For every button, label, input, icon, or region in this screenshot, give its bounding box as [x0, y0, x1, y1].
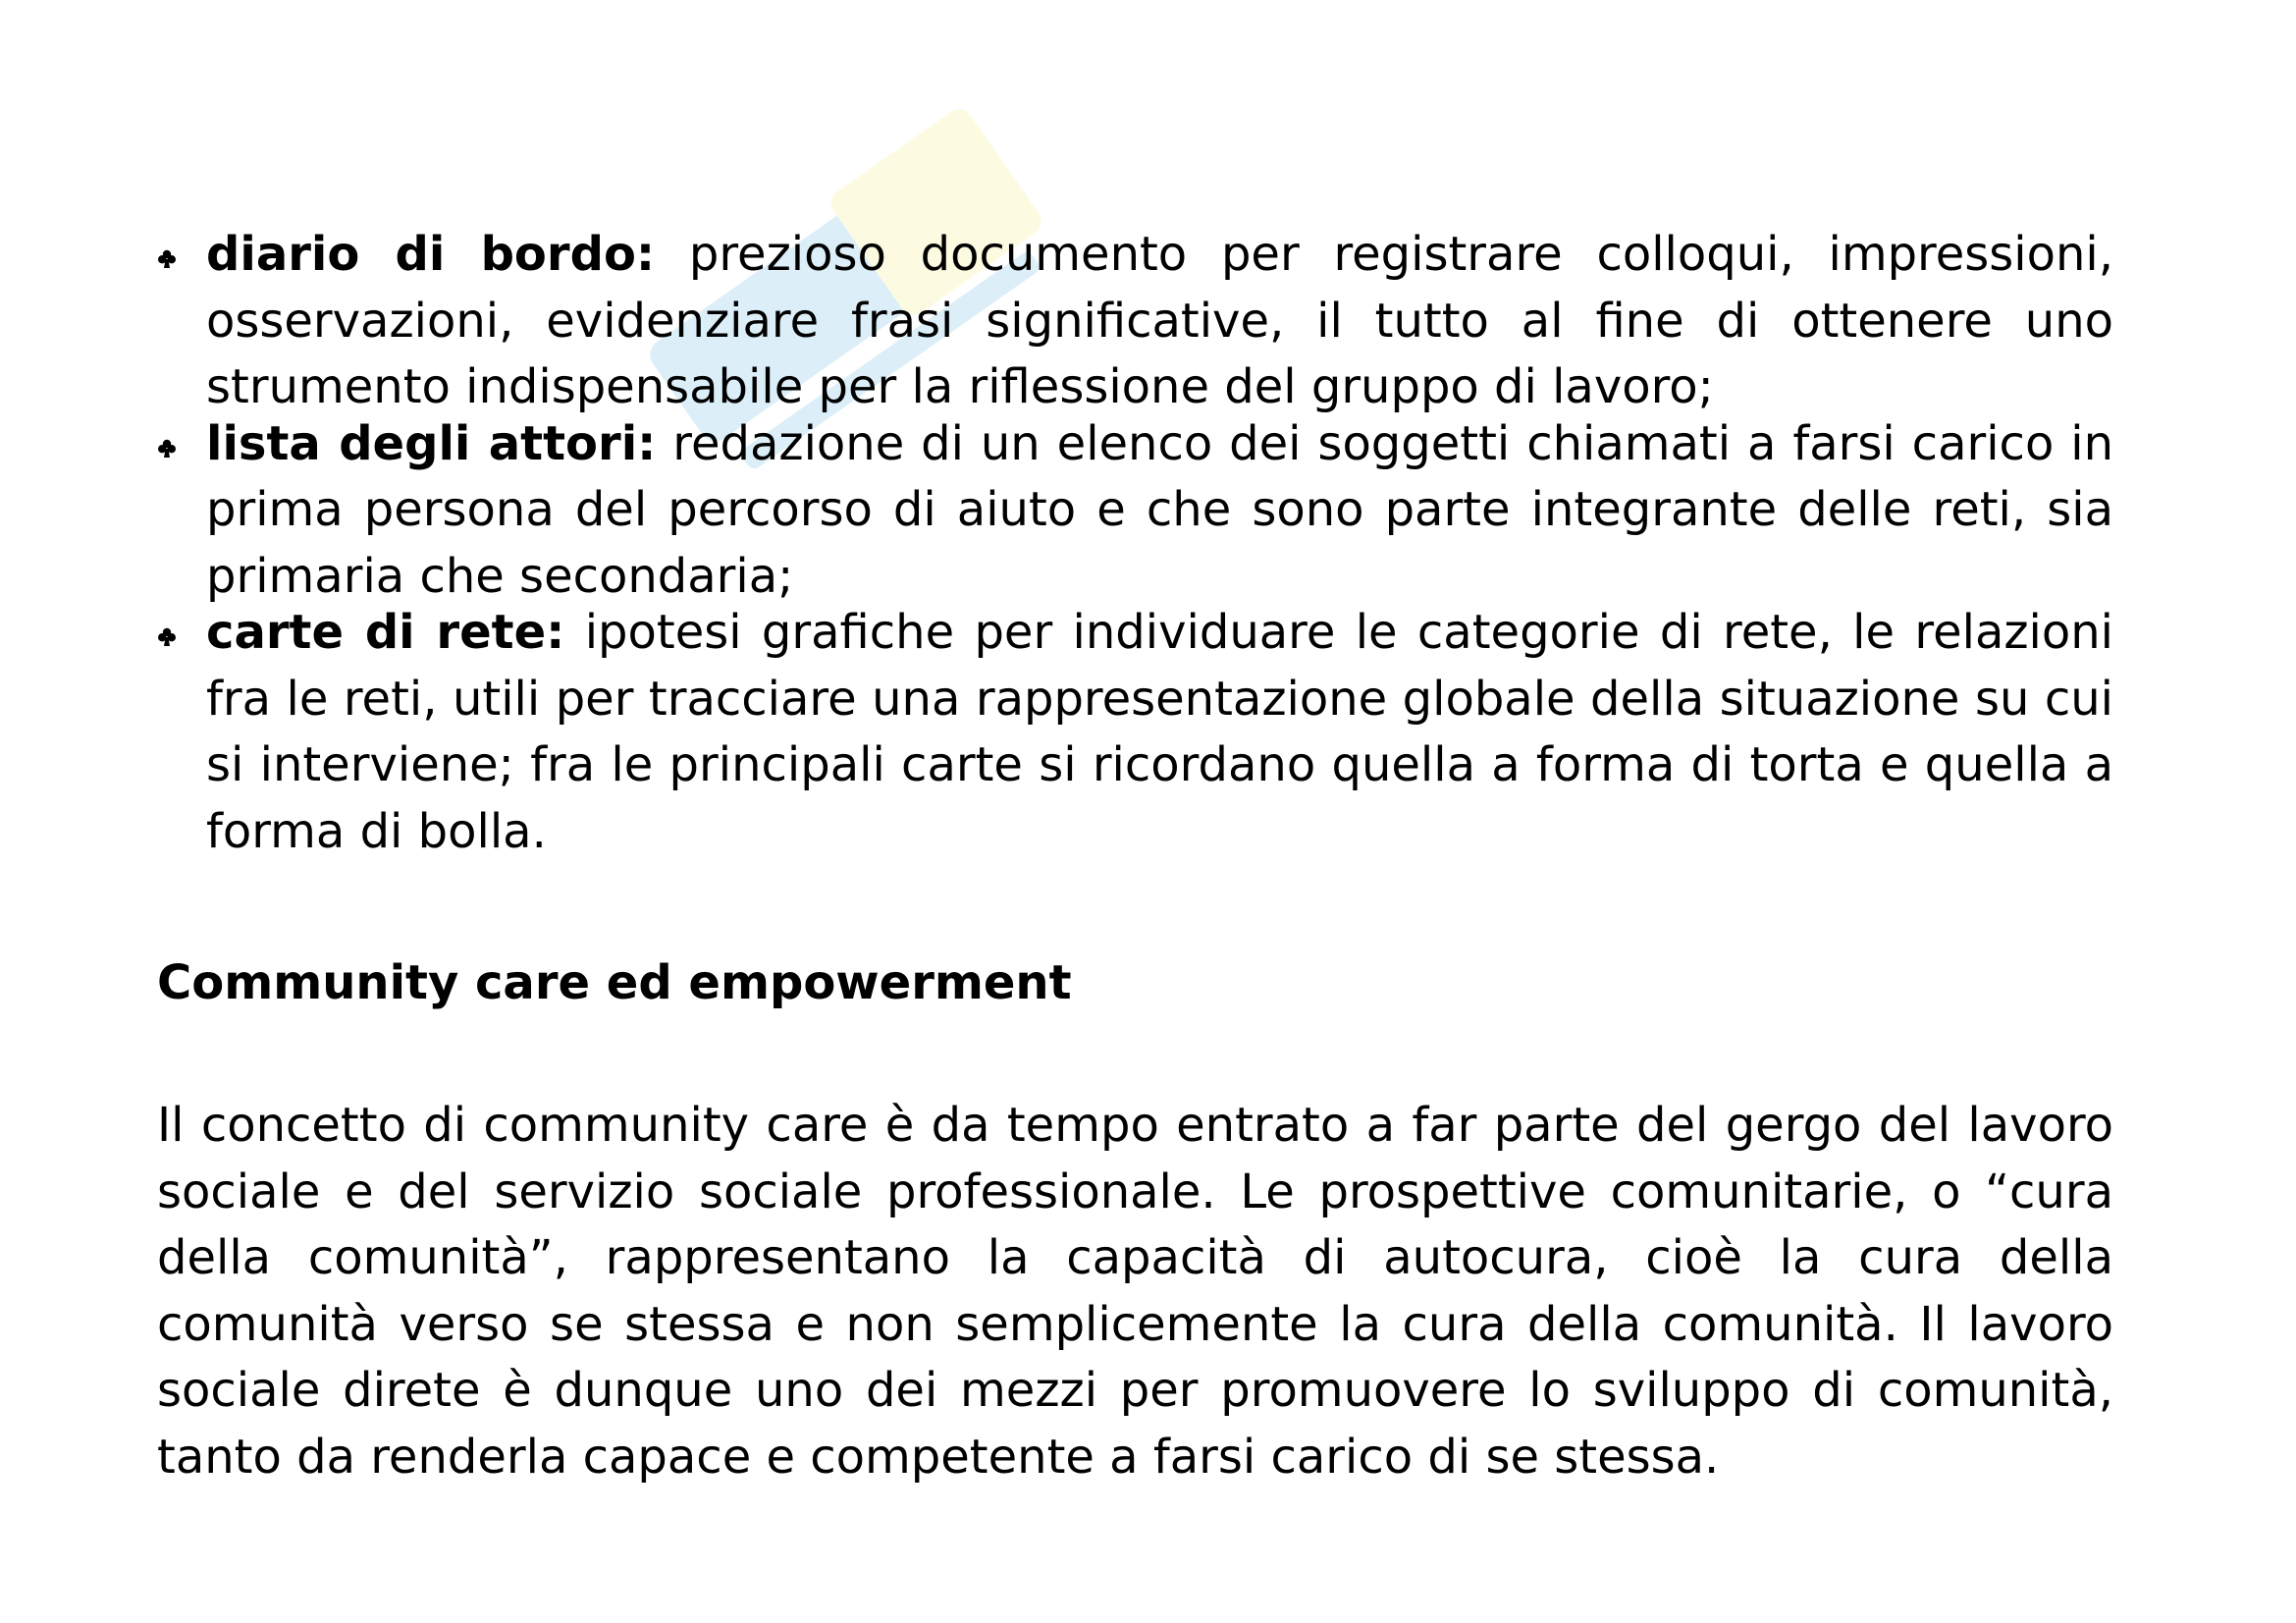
- bullet-item-carte-di-rete: [157, 600, 2113, 865]
- club-icon: [157, 248, 177, 268]
- bullet-text: prezioso documento per registrare colloqui, impressioni, osservazioni, evidenziare frasi significative, il tutto al fine di ottenere uno strumento indispensabile per la riflessione del gruppo di lavoro;: [206, 227, 2114, 414]
- bullet-list: [157, 222, 2113, 865]
- body-paragraph: Il concetto di community care è da tempo entrato a far parte del gergo del lavoro sociale e del servizio sociale professionale. Le prospettive comunitarie, o “cura della comunità”, rappresentano la capacità di autocura, cioè la cura della comunità verso se stessa e non semplicemente la cura della comunità. Il lavoro sociale direte è dunque uno dei mezzi per promuovere lo sviluppo di comunità, tanto da renderla capace e competente a farsi carico di se stessa.: [157, 1098, 2113, 1485]
- bullet-term: lista degli attori:: [206, 415, 657, 471]
- club-icon: [157, 626, 177, 646]
- bullet-term: carte di rete:: [206, 605, 565, 660]
- bullet-item-lista-degli-attori: [157, 411, 2113, 611]
- club-icon: [157, 438, 177, 458]
- bullet-text: ipotesi grafiche per individuare le categorie di rete, le relazioni fra le reti, utili per tracciare una rappresentazione globale della situazione su cui si interviene; fra le principali carte si ricordano quella a forma di torta e quella a forma di bolla.: [206, 605, 2114, 859]
- section-heading: Community care ed empowerment: [157, 955, 1072, 1010]
- document-content: [157, 222, 2113, 1490]
- bullet-term: diario di bordo:: [206, 227, 656, 282]
- bullet-item-diario-di-bordo: [157, 222, 2113, 421]
- bullet-text: redazione di un elenco dei soggetti chiamati a farsi carico in prima persona del percorso di aiuto e che sono parte integrante delle reti, sia primaria che secondaria;: [206, 415, 2113, 604]
